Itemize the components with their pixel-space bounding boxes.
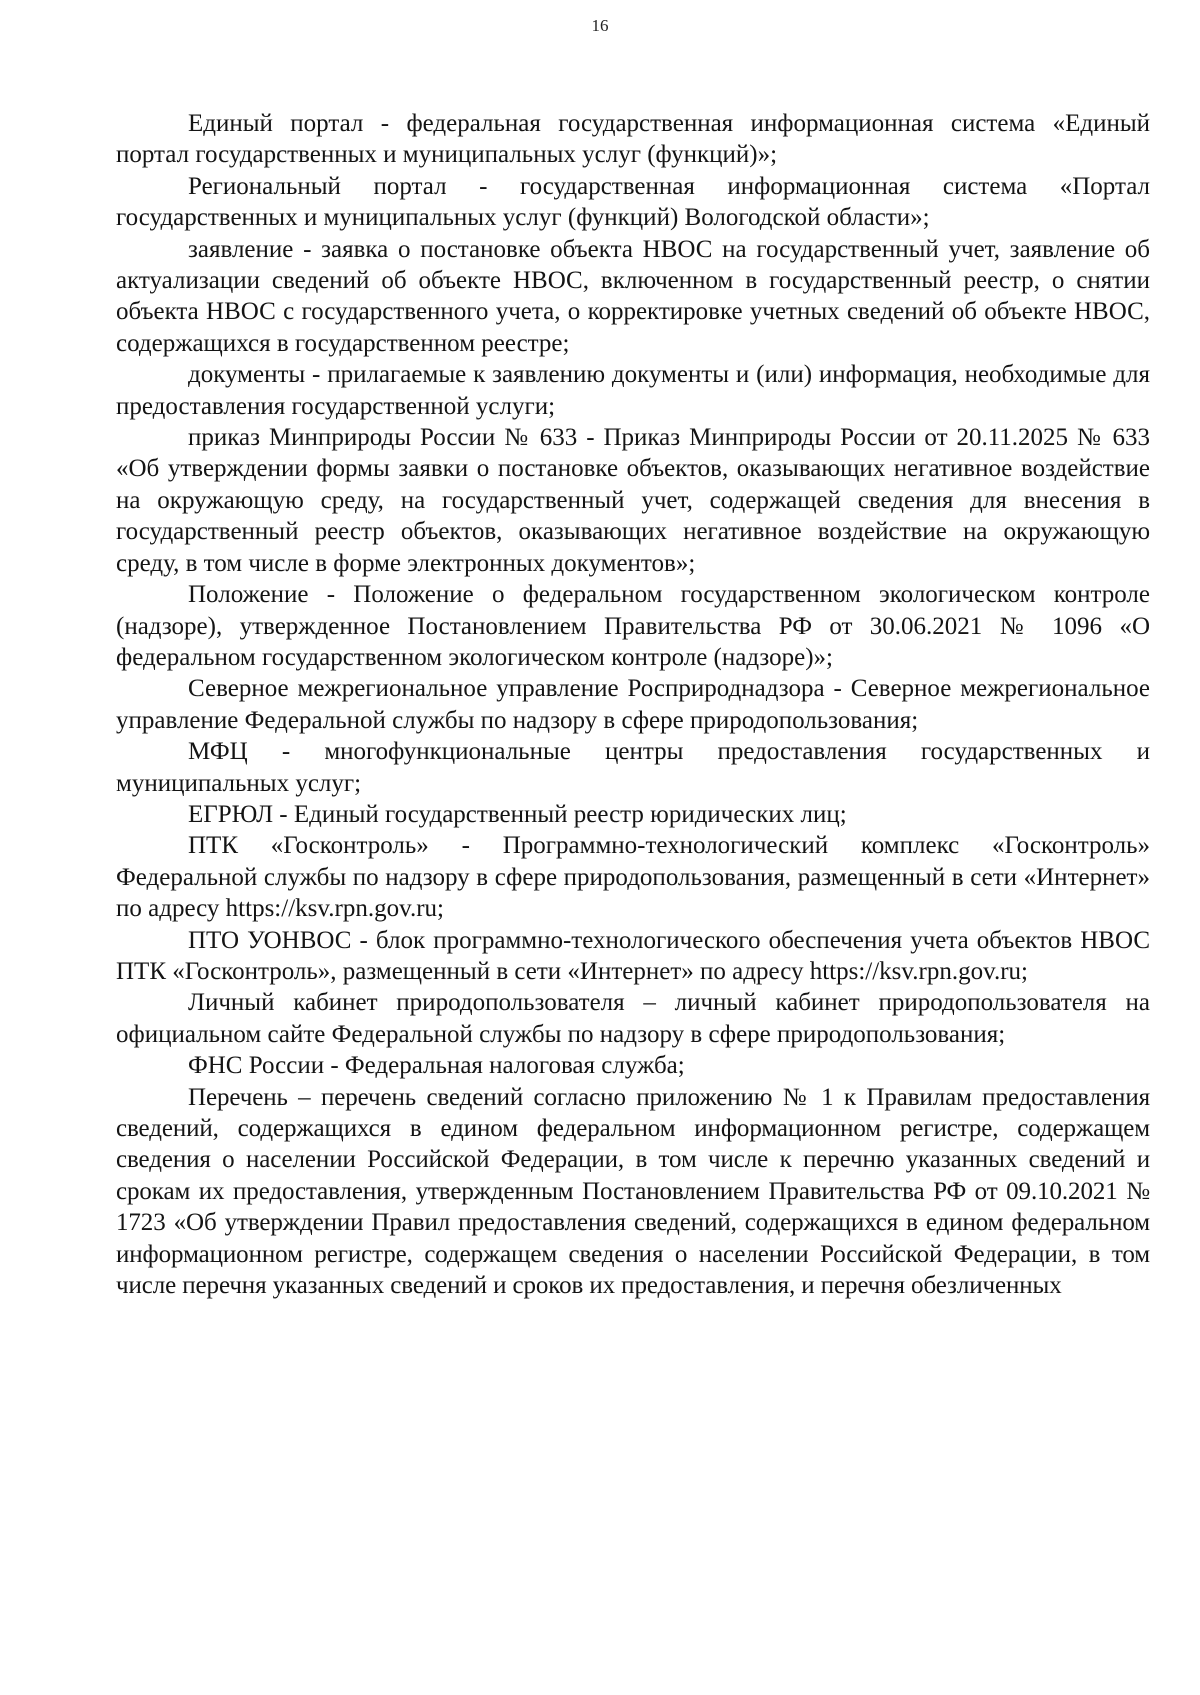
definition-application: заявление - заявка о постановке объекта НВОС на государственный учет, заявление об актуализации сведений об объекте НВОС, включенном в государственный реестр, о снятии объекта НВОС с государственного учета, о корректировке учетных сведений об объекте НВОС, содержащихся в государственном реестре; bbox=[116, 235, 1150, 357]
document-body bbox=[116, 108, 1150, 1301]
definition-egrul: ЕГРЮЛ - Единый государственный реестр юридических лиц; bbox=[188, 800, 847, 828]
page-number: 16 bbox=[591, 16, 609, 35]
definition-unified-portal: Единый портал - федеральная государственная информационная система «Единый портал государственных и муниципальных услуг (функций)»; bbox=[116, 110, 1150, 169]
definition-order-633: приказ Минприроды России № 633 - Приказ Минприроды России от 20.11.2025 № 633 «Об утверждении формы заявки о постановке объектов, оказывающих негативное воздействие на окружающую среду, на государственный учет, содержащей сведения для внесения в государственный реестр объектов, оказывающих негативное воздействие на окружающую среду, в том числе в форме электронных документов»; bbox=[116, 424, 1150, 577]
definition-northern-rpn: Северное межрегиональное управление Росприроднадзора - Северное межрегиональное управление Федеральной службы по надзору в сфере природопользования; bbox=[116, 675, 1150, 734]
definition-mfc: МФЦ - многофункциональные центры предоставления государственных и муниципальных услуг; bbox=[116, 738, 1150, 797]
definition-fns: ФНС России - Федеральная налоговая служба; bbox=[188, 1052, 685, 1080]
definition-regulation: Положение - Положение о федеральном государственном экологическом контроле (надзоре), утвержденное Постановлением Правительства РФ от 30.06.2021 № 1096 «О федеральном государственном экологическом контроле (надзоре)»; bbox=[116, 581, 1150, 671]
definition-ptk-goskontrol: ПТК «Госконтроль» - Программно-технологический комплекс «Госконтроль» Федеральной службы по надзору в сфере природопользования, размещенный в сети «Интернет» по адресу https://ksv.rpn.gov.ru; bbox=[116, 832, 1150, 923]
definition-pto-uonvos: ПТО УОНВОС - блок программно-технологического обеспечения учета объектов НВОС ПТК «Госконтроль», размещенный в сети «Интернет» по адресу https://ksv.rpn.gov.ru; bbox=[116, 926, 1150, 985]
definition-list: Перечень – перечень сведений согласно приложению № 1 к Правилам предоставления сведений, содержащихся в едином федеральном информационном регистре, содержащем сведения о населении Российской Федерации, в том числе к перечню указанных сведений и срокам их предоставления, утвержденным Постановлением Правительства РФ от 09.10.2021 № 1723 «Об утверждении Правил предоставления сведений, содержащихся в едином федеральном информационном регистре, содержащем сведения о населении Российской Федерации, в том числе перечня указанных сведений и сроков их предоставления, и перечня обезличенных bbox=[116, 1083, 1150, 1300]
definition-regional-portal: Региональный портал - государственная информационная система «Портал государственных и муниципальных услуг (функций) Вологодской области»; bbox=[116, 172, 1150, 232]
definition-documents: документы - прилагаемые к заявлению документы и (или) информация, необходимые для предоставления государственной услуги; bbox=[116, 361, 1150, 420]
definition-personal-account: Личный кабинет природопользователя – личный кабинет природопользователя на официальном сайте Федеральной службы по надзору в сфере природопользования; bbox=[116, 989, 1150, 1048]
